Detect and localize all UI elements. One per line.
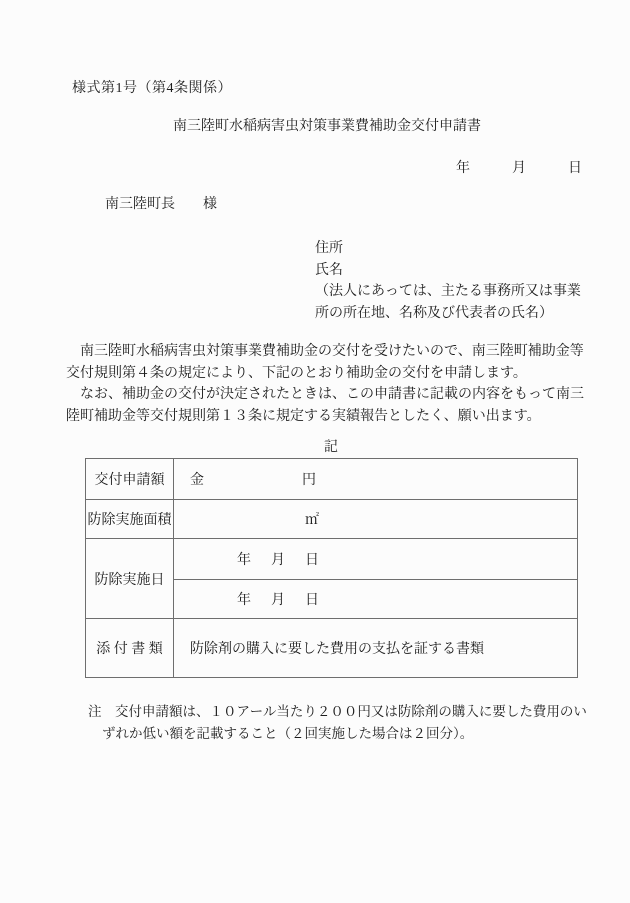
row-label-control-date: 防除実施日 — [86, 539, 174, 619]
row-label-application-amount: 交付申請額 — [86, 459, 174, 500]
date-line: 年 月 日 — [456, 161, 582, 176]
table-row-application-amount — [86, 459, 578, 500]
addressee-line: 南三陸町長 様 — [105, 197, 217, 212]
table-row-control-area — [86, 500, 578, 539]
table-row-attachments — [86, 619, 578, 678]
details-table — [85, 458, 577, 678]
row-value-application-amount: 金 円 — [174, 459, 578, 500]
document-title: 南三陸町水稲病害虫対策事業費補助金交付申請書 — [173, 119, 481, 134]
corporation-note: （法人にあっては、主たる事務所又は事業所の所在地、名称及び代表者の氏名） — [315, 284, 581, 322]
footnote: 注 交付申請額は、１０アール当たり２００円又は防除剤の購入に要した費用のいずれか低い額を記載すること（２回実施した場合は２回分）。 — [88, 704, 587, 741]
address-label: 住所 — [315, 241, 343, 256]
body-paragraph-1: 南三陸町水稲病害虫対策事業費補助金の交付を受けたいので、南三陸町補助金等交付規則第４条の規定により、下記のとおり補助金の交付を申請します。 — [66, 344, 584, 381]
body-text — [66, 341, 588, 427]
form-number: 様式第1号（第4条関係） — [72, 81, 232, 96]
row-label-attachments: 添 付 書 類 — [86, 619, 174, 678]
section-heading-ki: 記 — [324, 440, 338, 455]
row-value-control-date-1: 年 月 日 — [174, 539, 578, 580]
row-value-control-date-2: 年 月 日 — [174, 580, 578, 619]
body-paragraph-2: なお、補助金の交付が決定されたときは、この申請書に記載の内容をもって南三陸町補助金等交付規則第１３条に規定する実績報告としたく、願い出ます。 — [66, 387, 584, 424]
row-label-control-area: 防除実施面積 — [86, 500, 174, 539]
row-value-attachments: 防除剤の購入に要した費用の支払を証する書類 — [174, 619, 578, 678]
name-label: 氏名 — [315, 262, 343, 278]
applicant-block — [315, 238, 587, 325]
row-value-control-area: ㎡ — [174, 500, 578, 539]
table-row-control-date-1 — [86, 539, 578, 580]
